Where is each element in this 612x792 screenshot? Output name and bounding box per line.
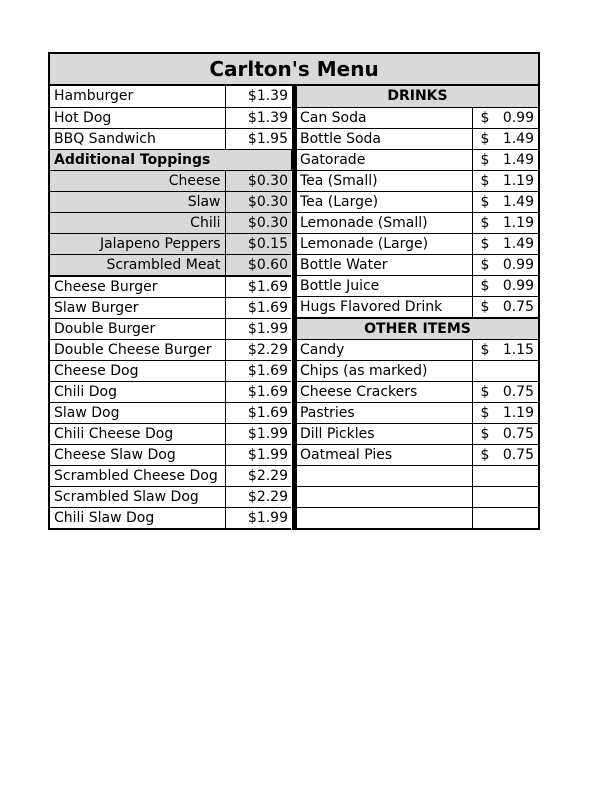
item-name: Chili Dog — [49, 381, 225, 402]
other-price — [473, 402, 539, 423]
price-amount: 1.19 — [502, 404, 534, 421]
item-price: $1.69 — [225, 276, 291, 298]
currency-symbol: $ — [480, 404, 490, 421]
currency-symbol: $ — [480, 341, 490, 358]
menu-body — [48, 86, 540, 530]
drink-name: Hugs Flavored Drink — [297, 296, 473, 318]
other-name: Oatmeal Pies — [297, 444, 473, 465]
food-row — [49, 107, 291, 128]
item-name: Chili Slaw Dog — [49, 507, 225, 529]
item-name: Hamburger — [49, 86, 225, 107]
drinks-table — [297, 86, 540, 530]
price-amount: 0.99 — [502, 256, 534, 273]
currency-symbol: $ — [480, 256, 490, 273]
drink-price — [473, 191, 539, 212]
item-name: Scrambled Slaw Dog — [49, 486, 225, 507]
drinks-header: DRINKS — [297, 86, 539, 107]
topping-name: Cheese — [49, 170, 225, 191]
drink-row — [297, 275, 539, 296]
topping-name: Slaw — [49, 191, 225, 212]
other-name: Dill Pickles — [297, 423, 473, 444]
item-price: $1.99 — [225, 444, 291, 465]
toppings-header-row — [49, 149, 291, 170]
other-price — [473, 339, 539, 360]
other-name: Cheese Crackers — [297, 381, 473, 402]
drink-name: Bottle Soda — [297, 128, 473, 149]
currency-symbol: $ — [480, 130, 490, 147]
other-row — [297, 381, 539, 402]
drink-row — [297, 296, 539, 318]
empty-cell — [297, 507, 473, 528]
other-row — [297, 423, 539, 444]
item-name: Double Burger — [49, 318, 225, 339]
other-price — [473, 360, 539, 381]
topping-name: Jalapeno Peppers — [49, 233, 225, 254]
food-row — [49, 402, 291, 423]
topping-name: Scrambled Meat — [49, 254, 225, 276]
topping-row — [49, 212, 291, 233]
drink-price — [473, 128, 539, 149]
currency-symbol: $ — [480, 446, 490, 463]
drink-price — [473, 107, 539, 128]
drink-name: Bottle Water — [297, 254, 473, 275]
other-price — [473, 444, 539, 465]
item-name: Slaw Dog — [49, 402, 225, 423]
price-amount: 1.49 — [502, 130, 534, 147]
topping-row — [49, 233, 291, 254]
price-amount: 0.99 — [502, 277, 534, 294]
price-amount: 1.15 — [502, 341, 534, 358]
drink-price — [473, 254, 539, 275]
item-price: $2.29 — [225, 465, 291, 486]
item-price: $1.99 — [225, 507, 291, 529]
item-name: Slaw Burger — [49, 297, 225, 318]
other-price — [473, 381, 539, 402]
item-price: $2.29 — [225, 486, 291, 507]
item-price: $1.99 — [225, 423, 291, 444]
price-amount: 1.19 — [502, 214, 534, 231]
drinks-header-row — [297, 86, 539, 107]
item-price: $1.69 — [225, 297, 291, 318]
food-row — [49, 276, 291, 298]
drink-price — [473, 170, 539, 191]
empty-cell — [297, 486, 473, 507]
item-name: Hot Dog — [49, 107, 225, 128]
topping-name: Chili — [49, 212, 225, 233]
currency-symbol: $ — [480, 172, 490, 189]
other-row — [297, 360, 539, 381]
empty-row — [297, 486, 539, 507]
price-amount: 0.99 — [502, 109, 534, 126]
drink-row — [297, 233, 539, 254]
other-row — [297, 444, 539, 465]
item-price: $1.69 — [225, 381, 291, 402]
empty-row — [297, 507, 539, 528]
empty-cell — [473, 465, 539, 486]
empty-cell — [473, 507, 539, 528]
other-price — [473, 423, 539, 444]
empty-row — [297, 465, 539, 486]
food-row — [49, 360, 291, 381]
drink-name: Tea (Small) — [297, 170, 473, 191]
currency-symbol: $ — [480, 151, 490, 168]
other-row — [297, 339, 539, 360]
menu-sheet — [48, 52, 540, 530]
price-amount: 1.49 — [502, 151, 534, 168]
topping-row — [49, 191, 291, 212]
topping-price: $0.30 — [225, 170, 291, 191]
drink-row — [297, 107, 539, 128]
item-price: $1.99 — [225, 318, 291, 339]
currency-symbol: $ — [480, 193, 490, 210]
food-table — [48, 86, 292, 530]
item-name: Scrambled Cheese Dog — [49, 465, 225, 486]
item-price: $1.69 — [225, 402, 291, 423]
food-row — [49, 486, 291, 507]
empty-cell — [473, 486, 539, 507]
food-row — [49, 507, 291, 529]
currency-symbol: $ — [480, 425, 490, 442]
topping-price: $0.60 — [225, 254, 291, 276]
drink-name: Bottle Juice — [297, 275, 473, 296]
topping-price: $0.30 — [225, 212, 291, 233]
topping-price: $0.15 — [225, 233, 291, 254]
item-name: Cheese Slaw Dog — [49, 444, 225, 465]
price-amount: 0.75 — [502, 383, 534, 400]
item-price: $2.29 — [225, 339, 291, 360]
food-row — [49, 465, 291, 486]
item-name: Double Cheese Burger — [49, 339, 225, 360]
other-name: Pastries — [297, 402, 473, 423]
food-row — [49, 86, 291, 107]
currency-symbol: $ — [480, 383, 490, 400]
drink-row — [297, 191, 539, 212]
drink-name: Lemonade (Small) — [297, 212, 473, 233]
other-items-header: OTHER ITEMS — [297, 318, 539, 340]
item-name: Chili Cheese Dog — [49, 423, 225, 444]
item-name: Cheese Dog — [49, 360, 225, 381]
drink-row — [297, 170, 539, 191]
other-name: Candy — [297, 339, 473, 360]
drink-price — [473, 275, 539, 296]
empty-cell — [297, 465, 473, 486]
menu-title: Carlton's Menu — [48, 52, 540, 86]
food-row — [49, 297, 291, 318]
drink-price — [473, 296, 539, 318]
food-row — [49, 128, 291, 149]
price-amount: 1.49 — [502, 193, 534, 210]
item-price: $1.39 — [225, 107, 291, 128]
price-amount: 0.75 — [502, 425, 534, 442]
item-price: $1.39 — [225, 86, 291, 107]
food-row — [49, 444, 291, 465]
topping-price: $0.30 — [225, 191, 291, 212]
currency-symbol: $ — [480, 235, 490, 252]
currency-symbol: $ — [480, 109, 490, 126]
price-amount: 0.75 — [502, 298, 534, 315]
drink-price — [473, 212, 539, 233]
drink-price — [473, 149, 539, 170]
price-amount: 0.75 — [502, 446, 534, 463]
item-price: $1.69 — [225, 360, 291, 381]
topping-row — [49, 254, 291, 276]
drink-name: Gatorade — [297, 149, 473, 170]
item-name: BBQ Sandwich — [49, 128, 225, 149]
price-amount: 1.19 — [502, 172, 534, 189]
drink-row — [297, 149, 539, 170]
drink-row — [297, 212, 539, 233]
drink-row — [297, 128, 539, 149]
drink-price — [473, 233, 539, 254]
drink-name: Tea (Large) — [297, 191, 473, 212]
currency-symbol: $ — [480, 298, 490, 315]
food-row — [49, 339, 291, 360]
drink-row — [297, 254, 539, 275]
drink-name: Lemonade (Large) — [297, 233, 473, 254]
item-name: Cheese Burger — [49, 276, 225, 298]
food-row — [49, 423, 291, 444]
toppings-header: Additional Toppings — [49, 149, 291, 170]
price-amount: 1.49 — [502, 235, 534, 252]
currency-symbol: $ — [480, 214, 490, 231]
food-row — [49, 318, 291, 339]
topping-row — [49, 170, 291, 191]
other-name: Chips (as marked) — [297, 360, 473, 381]
currency-symbol: $ — [480, 277, 490, 294]
other-row — [297, 402, 539, 423]
drink-name: Can Soda — [297, 107, 473, 128]
item-price: $1.95 — [225, 128, 291, 149]
food-row — [49, 381, 291, 402]
other-header-row — [297, 318, 539, 340]
